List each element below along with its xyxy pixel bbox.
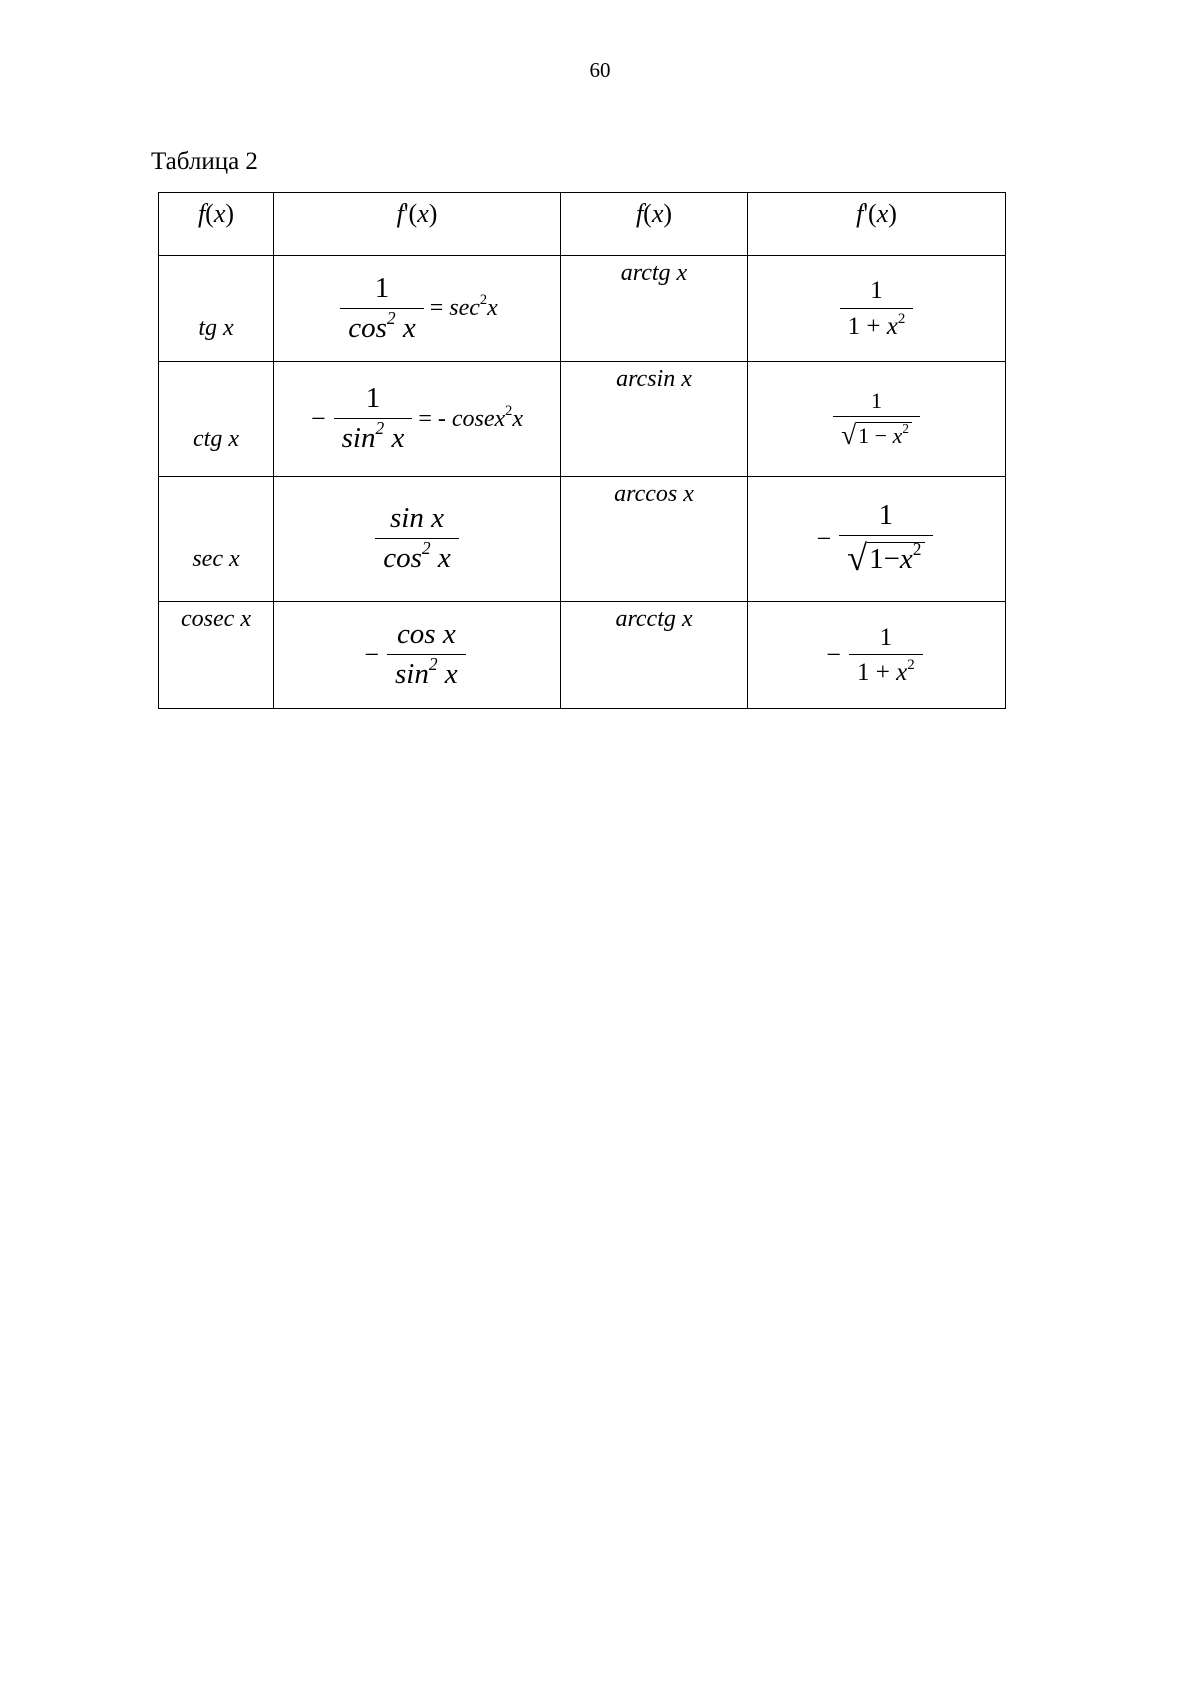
equals-rhs: = $\sec^2x$: [429, 292, 498, 321]
function-label: arccos x: [614, 481, 694, 507]
fraction: [387, 619, 466, 691]
derivative-formula: [336, 273, 498, 345]
denominator: $\cos^2 x$: [340, 308, 424, 345]
function-label: arcctg x: [615, 606, 693, 632]
header-cell-derivative-left: f'(x): [274, 193, 561, 256]
derivative-cell: [274, 362, 561, 477]
numerator: 1: [365, 382, 381, 415]
numerator: 1: [374, 271, 390, 304]
function-label: arctg x: [620, 260, 688, 286]
table-row: [159, 477, 1006, 602]
derivative-cell: [748, 256, 1006, 362]
header-cell-function-left: f(x): [159, 193, 274, 256]
minus-sign: −: [364, 640, 379, 669]
function-cell: [561, 362, 748, 477]
table-row: [159, 602, 1006, 709]
function-label: ctg x: [193, 425, 239, 452]
header-f: f: [635, 199, 644, 228]
fraction: [839, 500, 932, 578]
function-label: sec x: [192, 545, 240, 572]
square-root: √ $1 - x^2$: [841, 421, 912, 449]
function-cell: [159, 602, 274, 709]
function-cell: [561, 602, 748, 709]
minus-sign: −: [826, 640, 841, 669]
header-f: f: [396, 199, 404, 228]
square-root: √ $1-x^2$: [847, 540, 924, 576]
function-cell: [561, 256, 748, 362]
function-label: tg x: [198, 315, 234, 341]
header-x: x: [417, 199, 429, 228]
derivative-cell: [748, 477, 1006, 602]
function-cell: [159, 477, 274, 602]
header-x: x: [876, 199, 889, 228]
numerator: 1: [878, 499, 894, 532]
derivative-formula: [829, 389, 924, 449]
fraction: [849, 624, 923, 687]
numerator: cos x: [396, 618, 456, 651]
header-prime: ': [403, 199, 409, 228]
derivative-formula: [311, 383, 523, 455]
numerator: 1: [871, 387, 882, 413]
derivative-formula: [371, 503, 463, 575]
numerator: 1: [879, 623, 893, 651]
function-cell: [159, 362, 274, 477]
denominator: $1 + x^2$: [849, 654, 923, 687]
minus-sign: −: [310, 404, 326, 433]
minus-sign: −: [816, 524, 832, 553]
numerator: sin x: [390, 502, 444, 535]
numerator: 1: [870, 277, 883, 304]
derivative-cell: [274, 602, 561, 709]
function-label: cosec x: [181, 606, 251, 632]
header-x: x: [651, 199, 664, 228]
function-label: arcsin x: [616, 366, 692, 392]
function-cell: [159, 256, 274, 362]
derivative-cell: [274, 477, 561, 602]
derivative-formula: [836, 277, 918, 340]
table-header-row: [159, 193, 1006, 256]
denominator: $1 + x^2$: [840, 308, 914, 341]
derivative-cell: [748, 362, 1006, 477]
header-x: x: [213, 199, 226, 228]
derivative-formula: [364, 619, 469, 691]
derivative-cell: [748, 602, 1006, 709]
denominator: $\cos^2 x$: [375, 538, 459, 575]
denominator: [839, 535, 932, 578]
header-prime: ': [863, 199, 869, 228]
function-cell: [561, 477, 748, 602]
table-row: [159, 362, 1006, 477]
header-cell-function-right: f(x): [561, 193, 748, 256]
fraction: [840, 277, 914, 340]
header-f: f: [197, 199, 206, 228]
fraction: [340, 273, 424, 345]
denominator: $\sin^2 x$: [334, 418, 413, 455]
denominator: [833, 416, 920, 449]
derivative-formula: [816, 500, 936, 578]
table-caption: Таблица 2: [151, 148, 258, 175]
derivative-formula: [826, 624, 926, 687]
page-number: 60: [589, 58, 611, 82]
fraction: [833, 389, 920, 449]
fraction: [375, 503, 459, 575]
table-row: [159, 256, 1006, 362]
derivatives-table: [158, 192, 1006, 709]
fraction: [334, 383, 413, 455]
derivative-cell: [274, 256, 561, 362]
header-f: f: [856, 199, 864, 228]
denominator: $\sin^2 x$: [387, 654, 466, 691]
header-cell-derivative-right: f'(x): [748, 193, 1006, 256]
equals-rhs: = - cosex$^2$x: [418, 402, 524, 432]
